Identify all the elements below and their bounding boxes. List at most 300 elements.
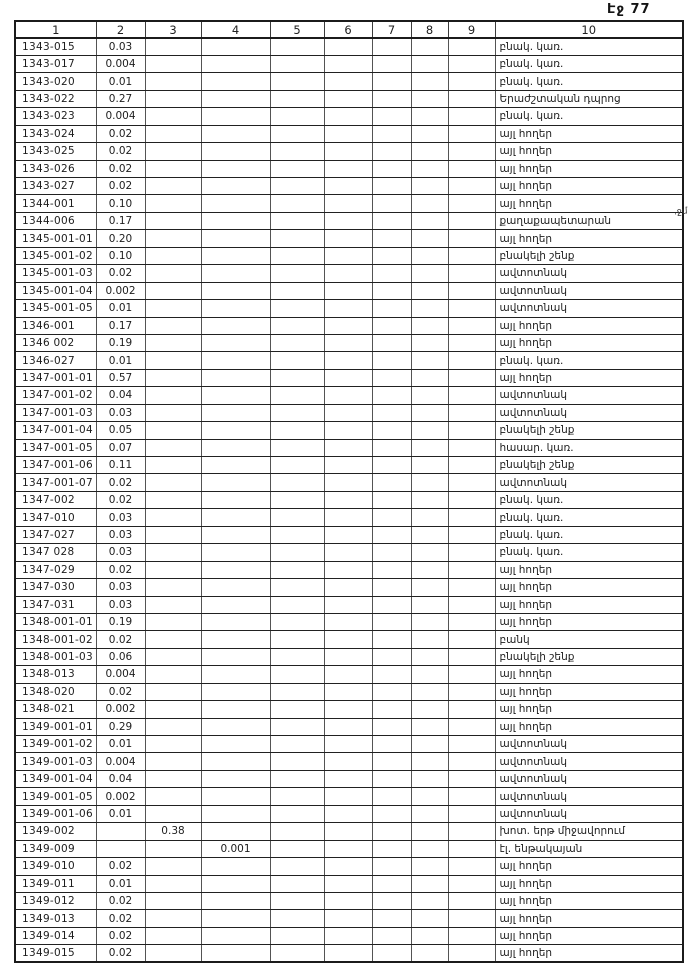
value-cell-col8 [411, 143, 448, 160]
value-cell-col8 [411, 613, 448, 630]
table-row [15, 875, 683, 892]
parcel-code-cell: 1345-001-04 [15, 282, 96, 299]
value-cell-col9 [448, 265, 495, 282]
value-cell-col9 [448, 404, 495, 421]
value-cell-col3 [145, 875, 201, 892]
land-use-description-cell: քաղաքապետարան [495, 212, 683, 229]
value-cell-col5 [270, 579, 324, 596]
value-cell-col4 [201, 352, 270, 369]
value-cell-col9 [448, 178, 495, 195]
value-cell-col9 [448, 910, 495, 927]
value-cell-col5 [270, 160, 324, 177]
value-cell-col5 [270, 369, 324, 386]
value-cell-col6 [324, 160, 372, 177]
value-cell-col3 [145, 195, 201, 212]
table-row [15, 55, 683, 72]
value-cell-col4 [201, 631, 270, 648]
value-cell-col8 [411, 230, 448, 247]
value-cell-col3 [145, 945, 201, 962]
handwritten-stray-mark: .ջմ [673, 206, 688, 218]
land-use-description-cell: խոտ. երթ միջավորում [495, 823, 683, 840]
value-cell-col2: 0.02 [96, 178, 145, 195]
parcel-code-cell: 1346-001 [15, 317, 96, 334]
value-cell-col9 [448, 736, 495, 753]
land-use-description-cell: ավտոտնակ [495, 282, 683, 299]
table-row [15, 945, 683, 962]
value-cell-col2: 0.03 [96, 526, 145, 543]
value-cell-col7 [372, 718, 411, 735]
value-cell-col9 [448, 491, 495, 508]
value-cell-col3 [145, 300, 201, 317]
value-cell-col4 [201, 404, 270, 421]
value-cell-col3 [145, 334, 201, 351]
land-use-description-cell: այլ հողեր [495, 160, 683, 177]
value-cell-col2: 0.01 [96, 736, 145, 753]
land-use-description-cell: այլ հողեր [495, 858, 683, 875]
table-row [15, 509, 683, 526]
table-row [15, 770, 683, 787]
table-row [15, 125, 683, 142]
value-cell-col4 [201, 195, 270, 212]
value-cell-col3 [145, 805, 201, 822]
value-cell-col2: 0.01 [96, 73, 145, 90]
parcel-code-cell: 1343-024 [15, 125, 96, 142]
value-cell-col8 [411, 561, 448, 578]
value-cell-col5 [270, 212, 324, 229]
value-cell-col5 [270, 892, 324, 909]
value-cell-col6 [324, 230, 372, 247]
parcel-code-cell: 1349-001-05 [15, 788, 96, 805]
value-cell-col8 [411, 736, 448, 753]
land-use-description-cell: ավտոտնակ [495, 300, 683, 317]
value-cell-col6 [324, 613, 372, 630]
value-cell-col5 [270, 910, 324, 927]
parcel-code-cell: 1347-001-05 [15, 439, 96, 456]
value-cell-col4 [201, 910, 270, 927]
value-cell-col6 [324, 736, 372, 753]
value-cell-col3 [145, 212, 201, 229]
value-cell-col9 [448, 230, 495, 247]
table-row [15, 178, 683, 195]
land-use-description-cell: այլ հողեր [495, 369, 683, 386]
value-cell-col7 [372, 160, 411, 177]
value-cell-col6 [324, 753, 372, 770]
land-use-description-cell: այլ հողեր [495, 195, 683, 212]
value-cell-col9 [448, 823, 495, 840]
value-cell-col3 [145, 701, 201, 718]
value-cell-col5 [270, 927, 324, 944]
value-cell-col5 [270, 55, 324, 72]
value-cell-col6 [324, 683, 372, 700]
value-cell-col8 [411, 579, 448, 596]
value-cell-col5 [270, 683, 324, 700]
value-cell-col7 [372, 927, 411, 944]
land-use-description-cell: ավտոտնակ [495, 805, 683, 822]
parcel-code-cell: 1344-001 [15, 195, 96, 212]
value-cell-col2: 0.02 [96, 892, 145, 909]
table-row [15, 631, 683, 648]
parcel-code-cell: 1347-002 [15, 491, 96, 508]
value-cell-col2: 0.03 [96, 579, 145, 596]
value-cell-col5 [270, 631, 324, 648]
value-cell-col3 [145, 160, 201, 177]
parcel-code-cell: 1348-001-02 [15, 631, 96, 648]
value-cell-col2: 0.02 [96, 125, 145, 142]
value-cell-col5 [270, 875, 324, 892]
parcel-code-cell: 1348-001-03 [15, 648, 96, 665]
table-row [15, 544, 683, 561]
value-cell-col2: 0.004 [96, 55, 145, 72]
value-cell-col8 [411, 910, 448, 927]
value-cell-col8 [411, 683, 448, 700]
value-cell-col3 [145, 927, 201, 944]
table-row [15, 212, 683, 229]
value-cell-col7 [372, 125, 411, 142]
value-cell-col9 [448, 805, 495, 822]
value-cell-col7 [372, 282, 411, 299]
value-cell-col2: 0.03 [96, 404, 145, 421]
parcel-code-cell: 1348-013 [15, 666, 96, 683]
parcel-code-cell: 1349-001-04 [15, 770, 96, 787]
parcel-code-cell: 1347-029 [15, 561, 96, 578]
value-cell-col3 [145, 840, 201, 857]
parcel-code-cell: 1349-015 [15, 945, 96, 962]
parcel-code-cell: 1348-021 [15, 701, 96, 718]
value-cell-col6 [324, 770, 372, 787]
parcel-code-cell: 1343-020 [15, 73, 96, 90]
parcel-code-cell: 1349-009 [15, 840, 96, 857]
value-cell-col6 [324, 718, 372, 735]
value-cell-col2: 0.002 [96, 788, 145, 805]
table-row [15, 404, 683, 421]
column-header-8: 8 [411, 21, 448, 38]
value-cell-col6 [324, 369, 372, 386]
value-cell-col5 [270, 840, 324, 857]
value-cell-col5 [270, 125, 324, 142]
value-cell-col3 [145, 736, 201, 753]
value-cell-col9 [448, 770, 495, 787]
value-cell-col5 [270, 178, 324, 195]
value-cell-col2: 0.03 [96, 509, 145, 526]
value-cell-col4 [201, 491, 270, 508]
value-cell-col7 [372, 230, 411, 247]
value-cell-col6 [324, 457, 372, 474]
value-cell-col9 [448, 300, 495, 317]
value-cell-col2: 0.02 [96, 683, 145, 700]
value-cell-col6 [324, 544, 372, 561]
value-cell-col6 [324, 352, 372, 369]
value-cell-col2: 0.002 [96, 282, 145, 299]
land-use-description-cell: ավտոտնակ [495, 387, 683, 404]
table-row [15, 300, 683, 317]
value-cell-col9 [448, 90, 495, 107]
value-cell-col3 [145, 770, 201, 787]
value-cell-col7 [372, 526, 411, 543]
value-cell-col3 [145, 561, 201, 578]
land-use-description-cell: բնակելի շենք [495, 247, 683, 264]
value-cell-col5 [270, 38, 324, 55]
value-cell-col4 [201, 858, 270, 875]
value-cell-col2: 0.004 [96, 753, 145, 770]
value-cell-col7 [372, 701, 411, 718]
land-use-description-cell: ավտոտնակ [495, 474, 683, 491]
value-cell-col8 [411, 858, 448, 875]
value-cell-col9 [448, 788, 495, 805]
value-cell-col8 [411, 927, 448, 944]
value-cell-col4 [201, 125, 270, 142]
value-cell-col5 [270, 526, 324, 543]
value-cell-col2: 0.29 [96, 718, 145, 735]
value-cell-col9 [448, 683, 495, 700]
parcel-code-cell: 1349-001-03 [15, 753, 96, 770]
value-cell-col9 [448, 247, 495, 264]
value-cell-col4 [201, 160, 270, 177]
value-cell-col5 [270, 788, 324, 805]
value-cell-col3 [145, 491, 201, 508]
value-cell-col4 [201, 718, 270, 735]
table-row [15, 858, 683, 875]
value-cell-col6 [324, 125, 372, 142]
parcel-code-cell: 1346 002 [15, 334, 96, 351]
value-cell-col7 [372, 683, 411, 700]
value-cell-col9 [448, 73, 495, 90]
land-use-description-cell: այլ հողեր [495, 613, 683, 630]
value-cell-col9 [448, 753, 495, 770]
value-cell-col7 [372, 90, 411, 107]
value-cell-col3 [145, 474, 201, 491]
parcel-code-cell: 1347-001-03 [15, 404, 96, 421]
table-row [15, 352, 683, 369]
table-row [15, 38, 683, 55]
value-cell-col9 [448, 38, 495, 55]
value-cell-col5 [270, 317, 324, 334]
parcel-code-cell: 1347-030 [15, 579, 96, 596]
value-cell-col6 [324, 334, 372, 351]
value-cell-col2: 0.04 [96, 770, 145, 787]
parcel-code-cell: 1349-014 [15, 927, 96, 944]
column-header-2: 2 [96, 21, 145, 38]
land-use-description-cell: այլ հողեր [495, 666, 683, 683]
table-row [15, 282, 683, 299]
parcel-code-cell: 1343-015 [15, 38, 96, 55]
value-cell-col6 [324, 491, 372, 508]
land-use-description-cell: այլ հողեր [495, 701, 683, 718]
value-cell-col2: 0.17 [96, 317, 145, 334]
parcel-code-cell: 1349-001-02 [15, 736, 96, 753]
value-cell-col6 [324, 648, 372, 665]
parcel-code-cell: 1347 028 [15, 544, 96, 561]
value-cell-col7 [372, 195, 411, 212]
value-cell-col2: 0.02 [96, 491, 145, 508]
parcel-code-cell: 1347-001-02 [15, 387, 96, 404]
table-row [15, 387, 683, 404]
table-row [15, 422, 683, 439]
table-body [15, 38, 683, 962]
land-use-description-cell: այլ հողեր [495, 579, 683, 596]
value-cell-col4 [201, 230, 270, 247]
value-cell-col8 [411, 875, 448, 892]
value-cell-col6 [324, 631, 372, 648]
value-cell-col2: 0.004 [96, 666, 145, 683]
value-cell-col3 [145, 387, 201, 404]
value-cell-col3 [145, 422, 201, 439]
value-cell-col8 [411, 178, 448, 195]
value-cell-col9 [448, 561, 495, 578]
value-cell-col7 [372, 300, 411, 317]
value-cell-col4 [201, 300, 270, 317]
value-cell-col2 [96, 823, 145, 840]
table-row [15, 613, 683, 630]
value-cell-col9 [448, 701, 495, 718]
value-cell-col7 [372, 945, 411, 962]
value-cell-col3 [145, 596, 201, 613]
value-cell-col9 [448, 108, 495, 125]
value-cell-col4 [201, 666, 270, 683]
column-header-9: 9 [448, 21, 495, 38]
parcel-code-cell: 1348-001-01 [15, 613, 96, 630]
column-header-1: 1 [15, 21, 96, 38]
value-cell-col6 [324, 474, 372, 491]
parcel-code-cell: 1343-026 [15, 160, 96, 177]
value-cell-col4 [201, 457, 270, 474]
land-use-description-cell: այլ հողեր [495, 683, 683, 700]
value-cell-col5 [270, 143, 324, 160]
value-cell-col8 [411, 526, 448, 543]
value-cell-col8 [411, 404, 448, 421]
value-cell-col2: 0.02 [96, 910, 145, 927]
value-cell-col4 [201, 526, 270, 543]
value-cell-col8 [411, 701, 448, 718]
table-row [15, 648, 683, 665]
value-cell-col3 [145, 230, 201, 247]
table-row [15, 526, 683, 543]
land-use-description-cell: այլ հողեր [495, 718, 683, 735]
parcel-code-cell: 1349-012 [15, 892, 96, 909]
value-cell-col4 [201, 892, 270, 909]
land-use-description-cell: ավտոտնակ [495, 736, 683, 753]
value-cell-col8 [411, 300, 448, 317]
value-cell-col2: 0.27 [96, 90, 145, 107]
value-cell-col6 [324, 892, 372, 909]
value-cell-col9 [448, 195, 495, 212]
land-use-description-cell: ավտոտնակ [495, 404, 683, 421]
value-cell-col8 [411, 474, 448, 491]
value-cell-col7 [372, 596, 411, 613]
value-cell-col9 [448, 55, 495, 72]
value-cell-col6 [324, 387, 372, 404]
land-use-description-cell: էլ. ենթակայան [495, 840, 683, 857]
value-cell-col3 [145, 683, 201, 700]
value-cell-col5 [270, 718, 324, 735]
value-cell-col9 [448, 579, 495, 596]
value-cell-col4 [201, 422, 270, 439]
value-cell-col7 [372, 805, 411, 822]
value-cell-col8 [411, 90, 448, 107]
value-cell-col9 [448, 334, 495, 351]
value-cell-col5 [270, 491, 324, 508]
table-row [15, 491, 683, 508]
land-use-description-cell: բնակ. կառ. [495, 544, 683, 561]
value-cell-col5 [270, 596, 324, 613]
value-cell-col8 [411, 108, 448, 125]
parcel-code-cell: 1347-031 [15, 596, 96, 613]
value-cell-col3 [145, 73, 201, 90]
value-cell-col8 [411, 422, 448, 439]
value-cell-col8 [411, 247, 448, 264]
value-cell-col7 [372, 858, 411, 875]
value-cell-col4 [201, 805, 270, 822]
value-cell-col3 [145, 404, 201, 421]
value-cell-col7 [372, 247, 411, 264]
value-cell-col6 [324, 73, 372, 90]
column-header-4: 4 [201, 21, 270, 38]
value-cell-col5 [270, 90, 324, 107]
value-cell-col4 [201, 143, 270, 160]
value-cell-col5 [270, 701, 324, 718]
value-cell-col6 [324, 265, 372, 282]
value-cell-col2: 0.02 [96, 561, 145, 578]
value-cell-col3 [145, 648, 201, 665]
value-cell-col7 [372, 823, 411, 840]
value-cell-col9 [448, 282, 495, 299]
land-use-description-cell: բնակ. կառ. [495, 352, 683, 369]
land-use-description-cell: ավտոտնակ [495, 770, 683, 787]
value-cell-col3 [145, 265, 201, 282]
value-cell-col8 [411, 265, 448, 282]
land-use-description-cell: ավտոտնակ [495, 788, 683, 805]
value-cell-col3 [145, 55, 201, 72]
value-cell-col7 [372, 422, 411, 439]
value-cell-col8 [411, 439, 448, 456]
value-cell-col7 [372, 73, 411, 90]
value-cell-col9 [448, 858, 495, 875]
value-cell-col4 [201, 596, 270, 613]
table-row [15, 666, 683, 683]
value-cell-col5 [270, 404, 324, 421]
value-cell-col7 [372, 770, 411, 787]
table-row [15, 160, 683, 177]
land-use-description-cell: բնակ. կառ. [495, 55, 683, 72]
value-cell-col3 [145, 317, 201, 334]
value-cell-col7 [372, 840, 411, 857]
value-cell-col7 [372, 736, 411, 753]
value-cell-col7 [372, 788, 411, 805]
value-cell-col4 [201, 474, 270, 491]
value-cell-col8 [411, 125, 448, 142]
value-cell-col5 [270, 300, 324, 317]
value-cell-col6 [324, 875, 372, 892]
value-cell-col3: 0.38 [145, 823, 201, 840]
value-cell-col4 [201, 753, 270, 770]
value-cell-col4 [201, 544, 270, 561]
value-cell-col3 [145, 108, 201, 125]
value-cell-col7 [372, 55, 411, 72]
parcel-code-cell: 1349-001-01 [15, 718, 96, 735]
value-cell-col9 [448, 875, 495, 892]
value-cell-col2: 0.02 [96, 927, 145, 944]
value-cell-col8 [411, 317, 448, 334]
value-cell-col6 [324, 526, 372, 543]
value-cell-col7 [372, 579, 411, 596]
land-use-description-cell: այլ հողեր [495, 334, 683, 351]
parcel-code-cell: 1344-006 [15, 212, 96, 229]
value-cell-col6 [324, 178, 372, 195]
value-cell-col5 [270, 753, 324, 770]
value-cell-col3 [145, 178, 201, 195]
value-cell-col4 [201, 439, 270, 456]
value-cell-col9 [448, 125, 495, 142]
value-cell-col8 [411, 718, 448, 735]
